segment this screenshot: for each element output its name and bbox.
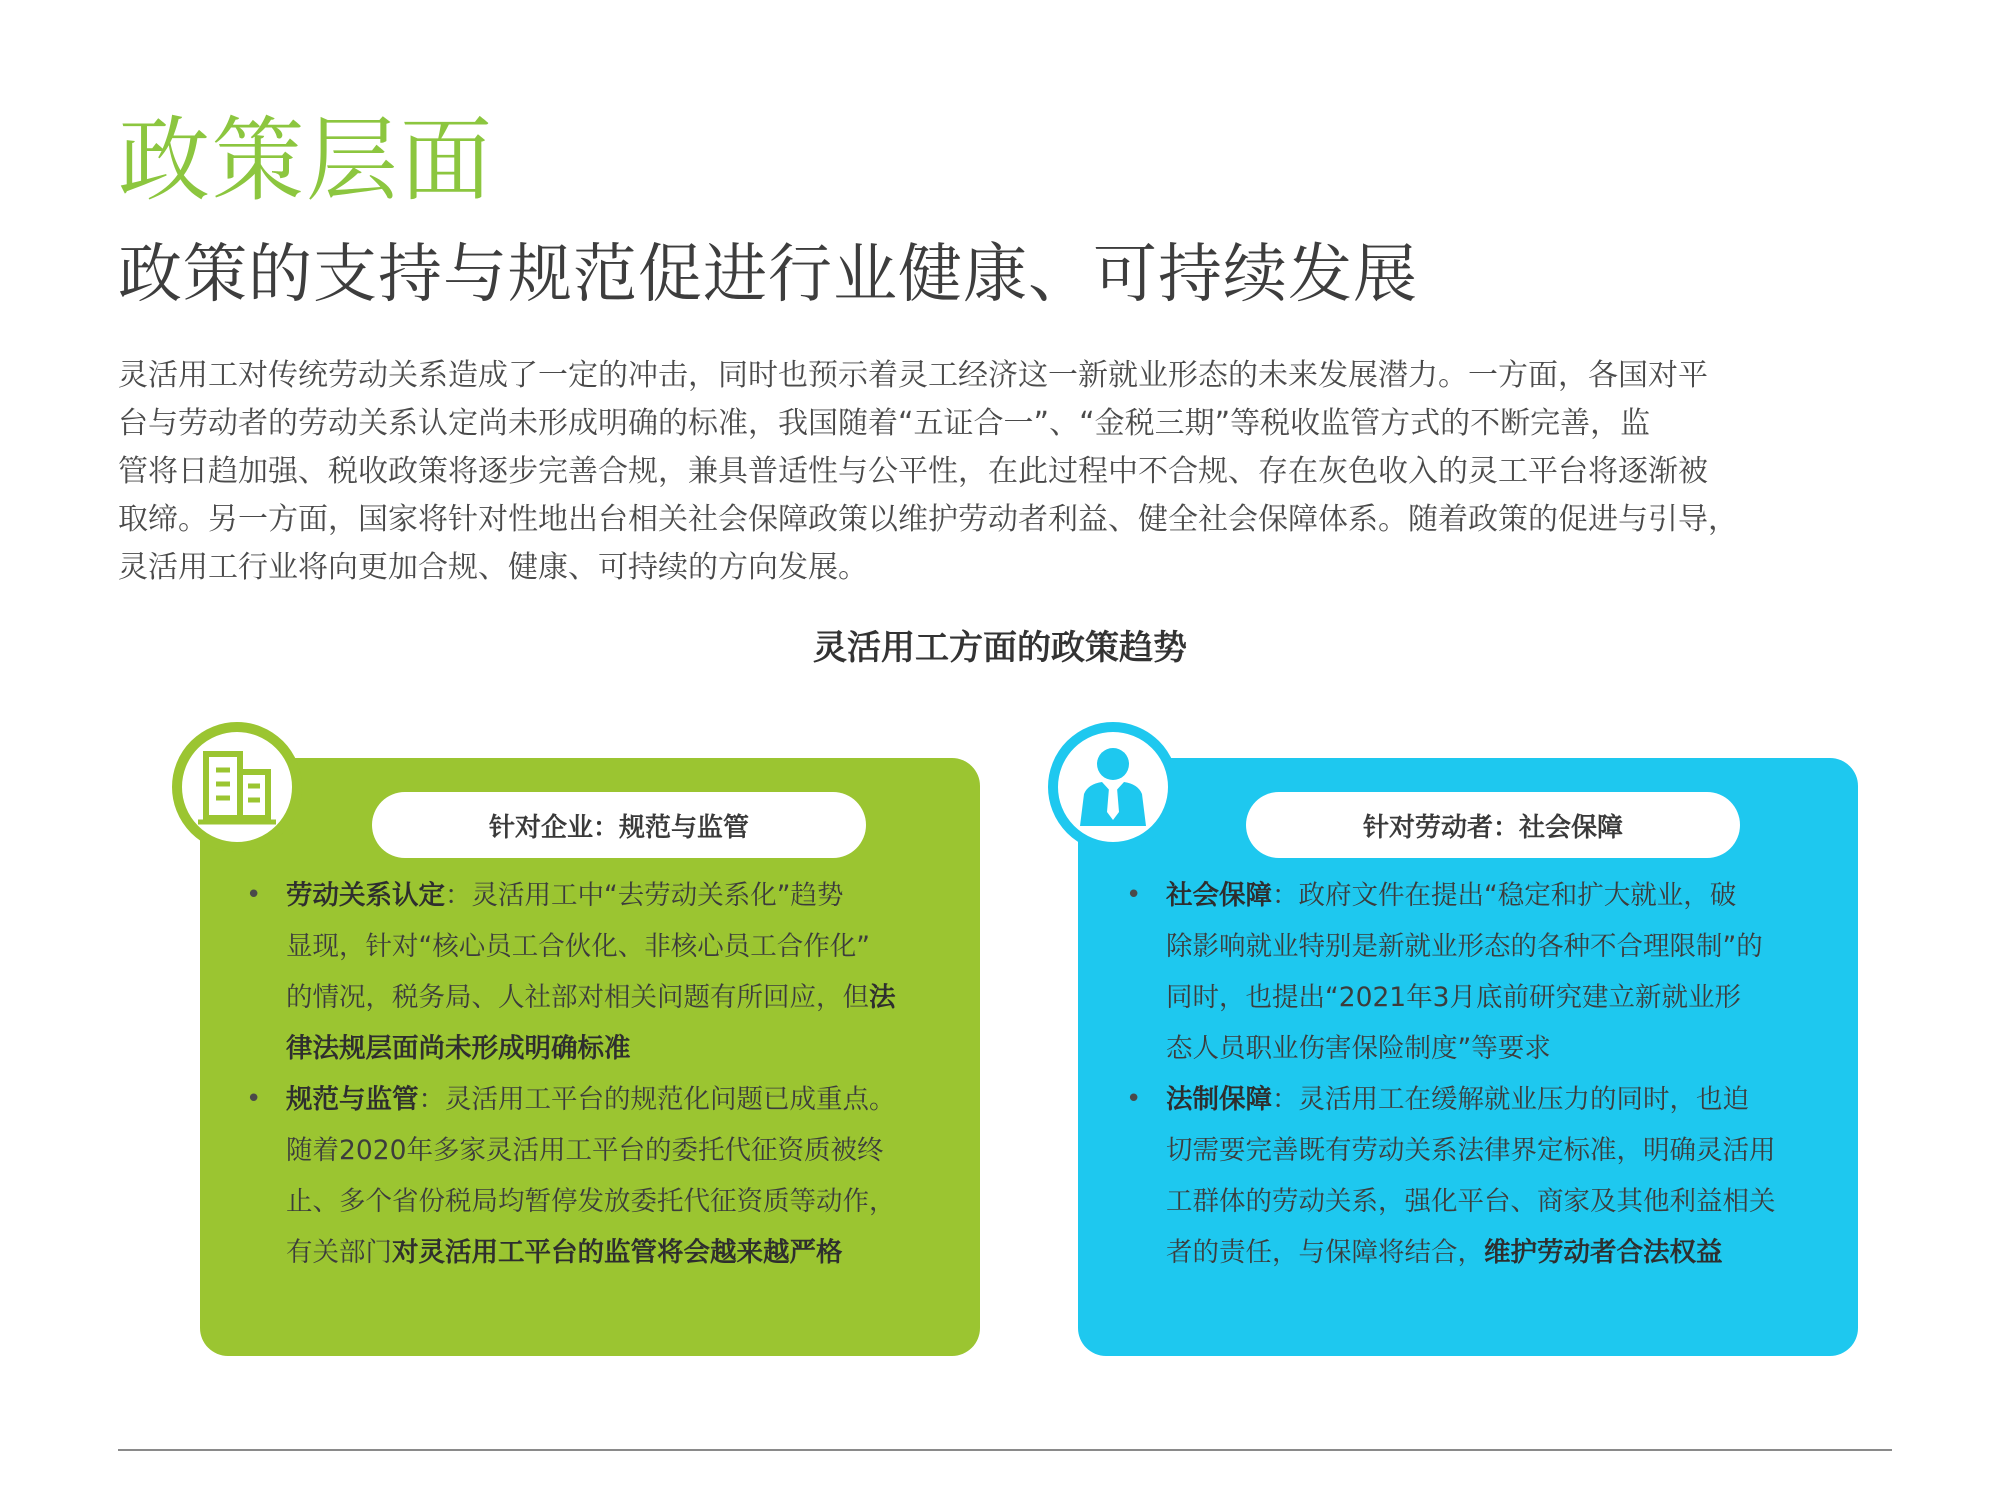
- worker-icon: [1070, 744, 1156, 830]
- page-headline: 政策的支持与规范促进行业健康、可持续发展: [118, 238, 1418, 312]
- intro-line: 台与劳动者的劳动关系认定尚未形成明确的标准，我国随着“五证合一”、“金税三期”等税收监管方式的不断完善，监: [118, 406, 1651, 441]
- building-icon: [196, 746, 278, 828]
- intro-line: 灵活用工行业将向更加合规、健康、可持续的方向发展。: [118, 550, 868, 585]
- bullet-text: ：灵活用工中“去劳动关系化”趋势: [445, 880, 844, 911]
- bullet-emphasis: 对灵活用工平台的监管将会越来越严格: [392, 1237, 843, 1268]
- bullet-social-security: [1126, 870, 1846, 1074]
- building-icon-badge: [172, 722, 302, 852]
- intro-line: 灵活用工对传统劳动关系造成了一定的冲击，同时也预示着灵工经济这一新就业形态的未来发展潜力。一方面，各国对平: [118, 358, 1708, 393]
- bullet-text: ：政府文件在提出“稳定和扩大就业，破: [1272, 880, 1737, 911]
- bullet-text: 有关部门: [286, 1237, 392, 1268]
- worker-policy-card: [1078, 758, 1858, 1356]
- section-title: 政策层面: [118, 107, 495, 214]
- bullet-emphasis: 法: [869, 982, 896, 1013]
- bullet-labor-relation: [246, 870, 966, 1074]
- bullet-text: 止、多个省份税局均暂停发放委托代征资质等动作，: [286, 1186, 896, 1217]
- bullet-text: 工群体的劳动关系，强化平台、商家及其他利益相关: [1166, 1186, 1776, 1217]
- policy-trend-title: 灵活用工方面的政策趋势: [813, 628, 1187, 668]
- bullet-text: 显现，针对“核心员工合伙化、非核心员工合作化”: [286, 931, 870, 962]
- bullet-text: 的情况，税务局、人社部对相关问题有所回应，但: [286, 982, 869, 1013]
- bullet-emphasis: 维护劳动者合法权益: [1484, 1237, 1723, 1268]
- bullet-legal-protection: [1126, 1074, 1846, 1278]
- enterprise-bullet-list: [246, 870, 966, 1278]
- intro-paragraph: [118, 352, 1918, 592]
- bullet-text: 者的责任，与保障将结合，: [1166, 1237, 1484, 1268]
- bullet-text: 随着2020年多家灵活用工平台的委托代征资质被终: [286, 1135, 884, 1166]
- bullet-text: 切需要完善既有劳动关系法律界定标准，明确灵活用: [1166, 1135, 1776, 1166]
- bullet-term: 劳动关系认定: [286, 880, 445, 911]
- enterprise-pill: 针对企业：规范与监管: [372, 792, 866, 858]
- worker-bullet-list: [1126, 870, 1846, 1278]
- worker-icon-badge: [1048, 722, 1178, 852]
- intro-line: 取缔。另一方面，国家将针对性地出台相关社会保障政策以维护劳动者利益、健全社会保障体系。随着政策的促进与引导，: [118, 502, 1738, 537]
- bullet-term: 社会保障: [1166, 880, 1272, 911]
- bullet-term: 规范与监管: [286, 1084, 419, 1115]
- intro-line: 管将日趋加强、税收政策将逐步完善合规，兼具普适性与公平性，在此过程中不合规、存在灰色收入的灵工平台将逐渐被: [118, 454, 1708, 489]
- bullet-term: 法制保障: [1166, 1084, 1272, 1115]
- bullet-text: 除影响就业特别是新就业形态的各种不合理限制”的: [1166, 931, 1763, 962]
- bullet-text: ：灵活用工在缓解就业压力的同时，也迫: [1272, 1084, 1749, 1115]
- bullet-regulation: [246, 1074, 966, 1278]
- enterprise-policy-card: [200, 758, 980, 1356]
- bullet-text: 同时，也提出“2021年3月底前研究建立新就业形: [1166, 982, 1742, 1013]
- bullet-text: 态人员职业伤害保险制度”等要求: [1166, 1033, 1551, 1064]
- bullet-emphasis: 律法规层面尚未形成明确标准: [286, 1033, 631, 1064]
- worker-pill: 针对劳动者：社会保障: [1246, 792, 1740, 858]
- footer-divider: [118, 1449, 1892, 1451]
- bullet-text: ：灵活用工平台的规范化问题已成重点。: [418, 1084, 896, 1115]
